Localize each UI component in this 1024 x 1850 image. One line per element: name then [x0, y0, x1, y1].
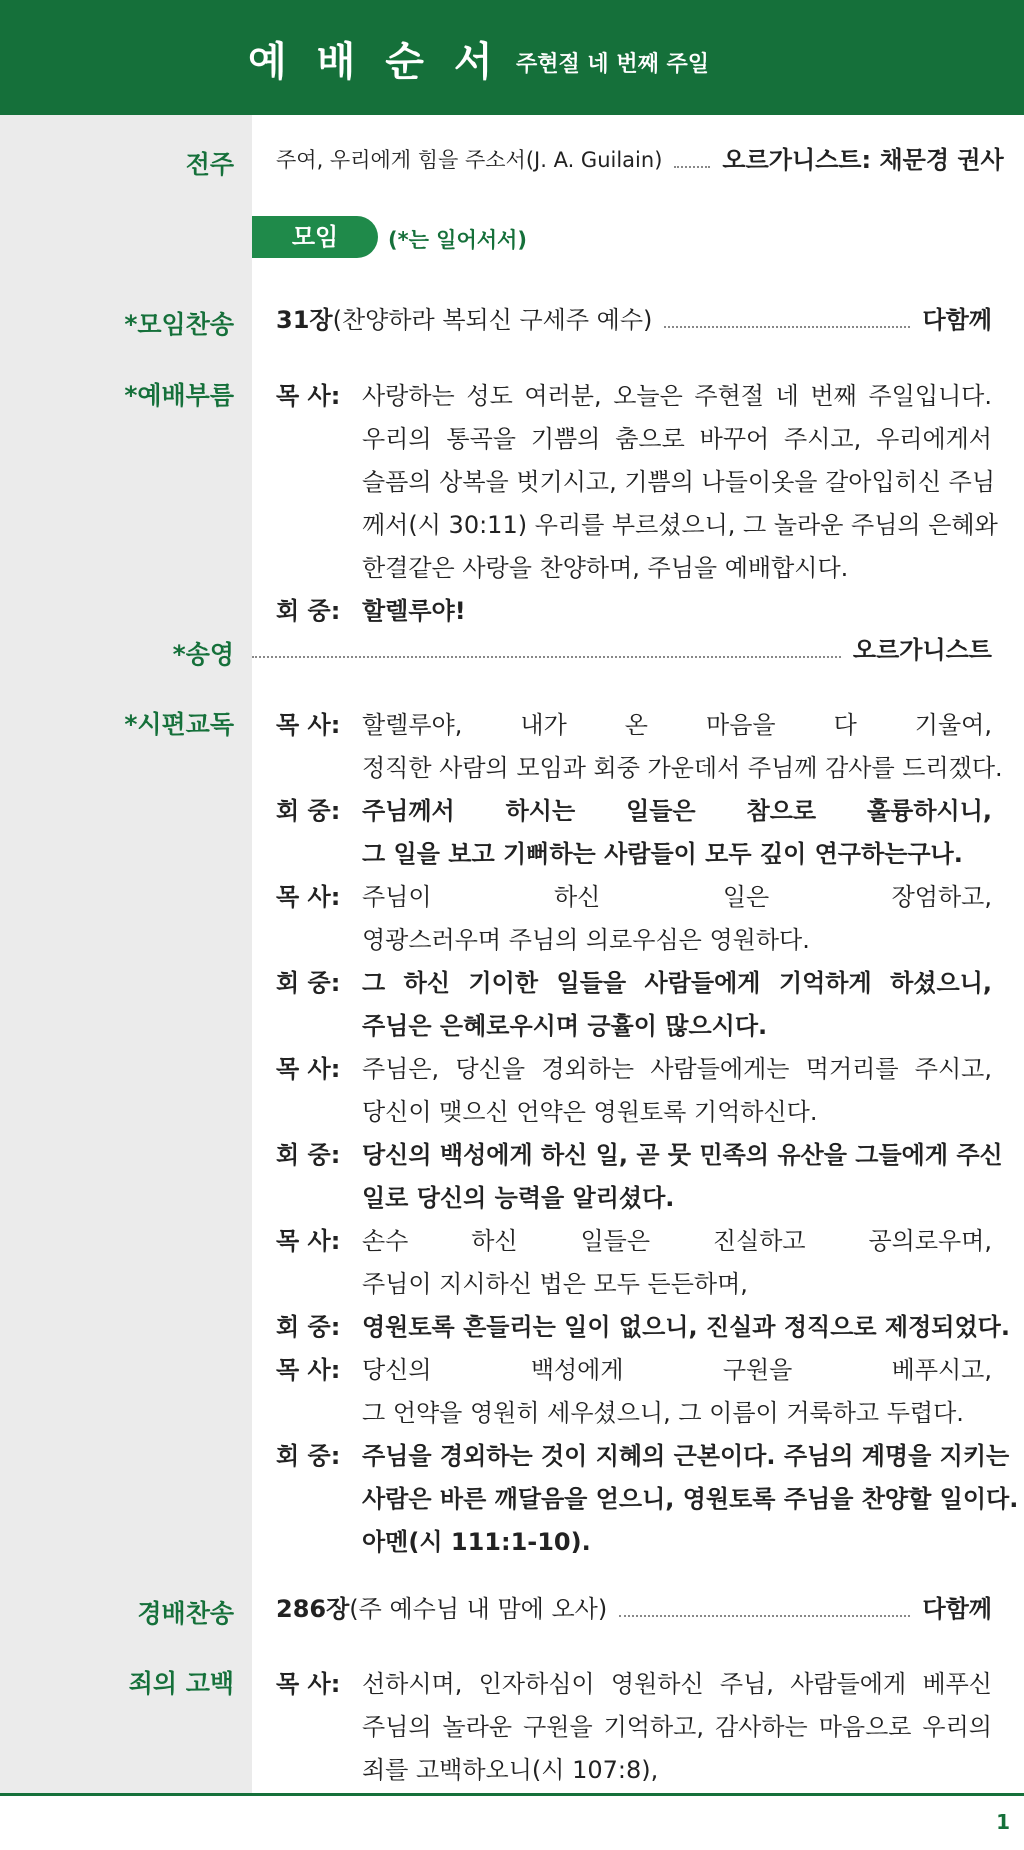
gathering-section	[252, 216, 527, 258]
reading-text: 영광스러우며 주님의 의로우심은 영원하다.	[362, 926, 810, 954]
hymn-performer: 다함께	[922, 306, 992, 334]
reading-line	[276, 591, 992, 634]
reading-line	[276, 1221, 992, 1264]
reading-line	[276, 548, 992, 591]
reading-line	[276, 705, 992, 748]
reading-text: 사랑하는 성도 여러분, 오늘은 주현절 네 번째 주일입니다.	[362, 382, 992, 410]
reading-line	[276, 1006, 992, 1049]
reading-line	[276, 791, 992, 834]
doxology-performer: 오르가니스트	[852, 636, 992, 664]
speaker-label: 회 중:	[276, 1313, 341, 1341]
reading-text: 당신이 맺으신 언약은 영원토록 기억하신다.	[362, 1098, 818, 1126]
reading-line	[276, 748, 1003, 791]
reading-text: 손수 하신 일들은 진실하고 공의로우며,	[362, 1227, 992, 1255]
reading-text: 아멘(시 111:1-10).	[362, 1528, 591, 1556]
reading-text: 사람은 바른 깨달음을 얻으니, 영원토록 주님을 찬양할 일이다.	[362, 1485, 1019, 1513]
reading-line	[276, 877, 992, 920]
reading-line	[276, 1092, 992, 1135]
reading-text: 께서(시 30:11) 우리를 부르셨으니, 그 놀라운 주님의 은혜와	[362, 511, 998, 539]
speaker-label: 회 중:	[276, 1442, 341, 1470]
prelude-text: 주여, 우리에게 힘을 주소서(J. A. Guilain)	[276, 148, 663, 172]
gathering-note: (*는 일어서서)	[388, 228, 527, 252]
prelude-line	[276, 145, 1004, 175]
speaker-label: 회 중:	[276, 969, 341, 997]
reading-line	[276, 1393, 992, 1436]
speaker-label: 회 중:	[276, 1141, 341, 1169]
reading-line	[276, 1350, 992, 1393]
hymn-number: 31장	[276, 306, 333, 334]
reading-text: 죄를 고백하오니(시 107:8),	[362, 1756, 659, 1784]
reading-line	[276, 1522, 992, 1565]
reading-line	[276, 1049, 992, 1092]
reading-line	[276, 1750, 992, 1793]
opening-hymn-label: *모임찬송	[124, 310, 234, 339]
reading-text: 영원토록 흔들리는 일이 없으니, 진실과 정직으로 제정되었다.	[362, 1313, 1010, 1341]
reading-text: 할렐루야, 내가 온 마음을 다 기울여,	[362, 711, 992, 739]
reading-line	[276, 834, 992, 877]
header-bar	[0, 0, 1024, 115]
reading-line	[276, 920, 992, 963]
reading-text: 주님의 놀라운 구원을 기억하고, 감사하는 마음으로 우리의	[362, 1713, 992, 1741]
page-title: 예배순서	[248, 39, 523, 85]
call-to-worship-lines	[276, 376, 998, 634]
speaker-label: 목 사:	[276, 1227, 341, 1255]
speaker-label: 목 사:	[276, 711, 341, 739]
doxology-line	[252, 635, 992, 665]
reading-line	[276, 376, 992, 419]
confession-lines	[276, 1664, 992, 1793]
speaker-label: 목 사:	[276, 883, 341, 911]
reading-line	[276, 1664, 992, 1707]
leader-dots	[252, 642, 841, 658]
speaker-label: 목 사:	[276, 1670, 341, 1698]
confession-label: 죄의 고백	[128, 1669, 234, 1698]
reading-text: 주님은 은혜로우시며 긍휼이 많으시다.	[362, 1012, 768, 1040]
reading-text: 선하시며, 인자하심이 영원하신 주님, 사람들에게 베푸신	[362, 1670, 992, 1698]
speaker-label: 목 사:	[276, 382, 341, 410]
gathering-pill: 모임	[252, 216, 378, 258]
opening-hymn-line	[276, 305, 992, 335]
reading-line	[276, 1264, 992, 1307]
reading-line	[276, 419, 992, 462]
reading-text: 주님께서 하시는 일들은 참으로 훌륭하시니,	[362, 797, 992, 825]
doxology-label: *송영	[172, 640, 234, 669]
reading-line	[276, 1307, 1010, 1350]
reading-text: 한결같은 사랑을 찬양하며, 주님을 예배합시다.	[362, 554, 849, 582]
call-to-worship-label: *예배부름	[124, 381, 234, 410]
label-column	[0, 115, 252, 1793]
reading-text: 할렐루야!	[362, 597, 466, 625]
reading-text: 그 일을 보고 기뻐하는 사람들이 모두 깊이 연구하는구나.	[362, 840, 963, 868]
leader-dots	[619, 1601, 910, 1617]
psalm-reading-label: *시편교독	[124, 710, 234, 739]
reading-text: 그 하신 기이한 일들을 사람들에게 기억하게 하셨으니,	[362, 969, 992, 997]
speaker-label: 목 사:	[276, 1356, 341, 1384]
leader-dots	[674, 152, 710, 168]
reading-line	[276, 505, 998, 548]
prelude-label: 전주	[185, 150, 234, 179]
reading-text: 당신의 백성에게 하신 일, 곧 뭇 민족의 유산을 그들에게 주신	[362, 1141, 1003, 1169]
hymn-number: 286장	[276, 1595, 350, 1623]
reading-line	[276, 462, 996, 505]
reading-line	[276, 963, 992, 1006]
prelude-performer: 오르가니스트: 채문경 권사	[722, 146, 1004, 174]
reading-line	[276, 1707, 992, 1750]
reading-line	[276, 1436, 1010, 1479]
leader-dots	[664, 312, 910, 328]
speaker-label: 회 중:	[276, 597, 341, 625]
speaker-label: 회 중:	[276, 797, 341, 825]
hymn-performer: 다함께	[922, 1595, 992, 1623]
reading-line	[276, 1135, 1003, 1178]
hymn-title: (찬양하라 복되신 구세주 예수)	[332, 306, 653, 334]
psalm-reading-lines	[276, 705, 1019, 1565]
reading-line	[276, 1479, 1019, 1522]
reading-text: 우리의 통곡을 기쁨의 춤으로 바꾸어 주시고, 우리에게서	[362, 425, 992, 453]
hymn-title: (주 예수님 내 맘에 오사)	[349, 1595, 608, 1623]
worship-hymn-label: 경배찬송	[137, 1599, 234, 1628]
reading-text: 주님이 지시하신 법은 모두 든든하며,	[362, 1270, 748, 1298]
reading-text: 주님이 하신 일은 장엄하고,	[362, 883, 992, 911]
reading-text: 주님은, 당신을 경외하는 사람들에게는 먹거리를 주시고,	[362, 1055, 992, 1083]
reading-text: 당신의 백성에게 구원을 베푸시고,	[362, 1356, 992, 1384]
footer-rule	[0, 1793, 1024, 1796]
page-subtitle: 주현절 네 번째 주일	[516, 52, 709, 77]
reading-text: 정직한 사람의 모임과 회중 가운데서 주님께 감사를 드리겠다.	[362, 754, 1003, 782]
speaker-label: 목 사:	[276, 1055, 341, 1083]
reading-line	[276, 1178, 992, 1221]
worship-hymn-line	[276, 1594, 992, 1624]
reading-text: 슬픔의 상복을 벗기시고, 기쁨의 나들이옷을 갈아입히신 주님	[362, 468, 996, 496]
reading-text: 일로 당신의 능력을 알리셨다.	[362, 1184, 675, 1212]
reading-text: 주님을 경외하는 것이 지혜의 근본이다. 주님의 계명을 지키는	[362, 1442, 1010, 1470]
page-number: 1	[996, 1810, 1010, 1834]
reading-text: 그 언약을 영원히 세우셨으니, 그 이름이 거룩하고 두렵다.	[362, 1399, 964, 1427]
